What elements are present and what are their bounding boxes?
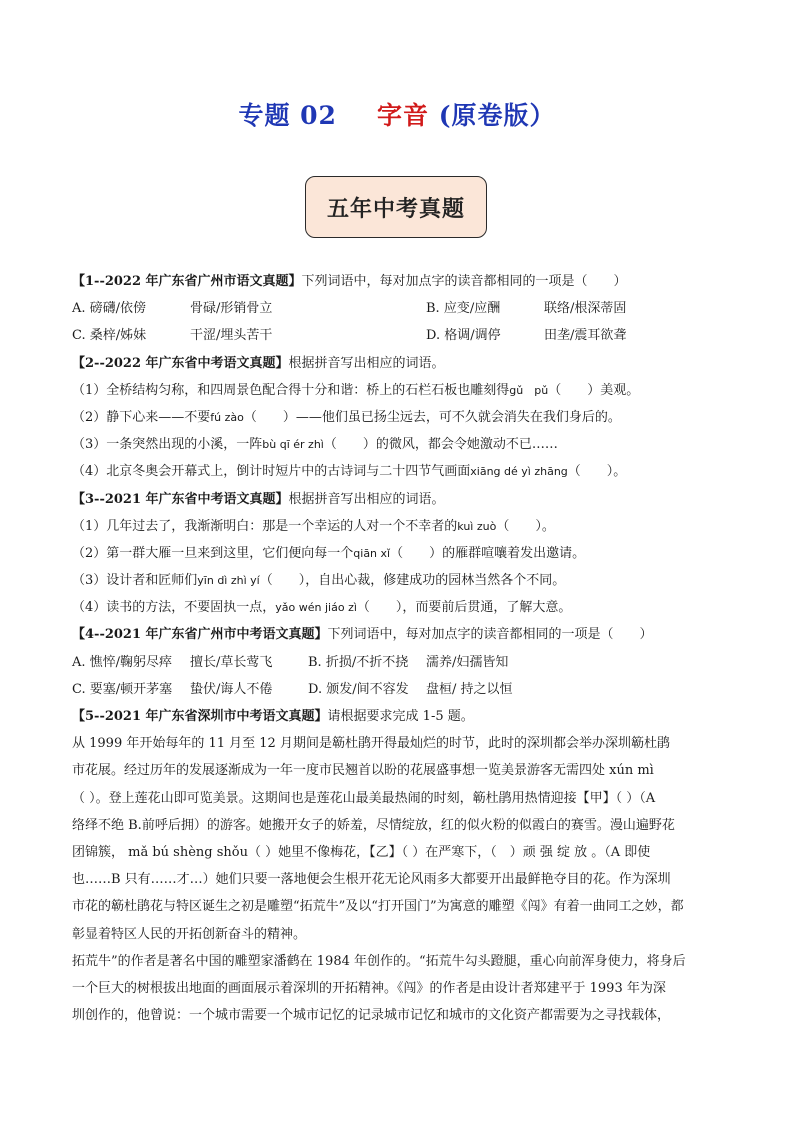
question-2-item-2: [72, 404, 727, 431]
pinyin: bù qī ér zhì: [262, 438, 324, 452]
question-1-header: [72, 268, 727, 295]
page-title: [0, 96, 794, 132]
question-5-stem: 请根据要求完成 1-5 题。: [327, 709, 474, 724]
question-3-stem: 根据拼音写出相应的词语。: [288, 491, 445, 507]
item-blank: （ ）——他们虽已扬尘远去，可不久就会消失在我们身后的。: [243, 409, 621, 425]
pinyin: qiān xǐ: [353, 546, 391, 560]
title-topic-number: 专题 02: [238, 101, 337, 130]
item-text: （4）读书的方法，不要固执一点，: [72, 600, 276, 616]
question-5-passage-2: [72, 948, 727, 1030]
question-5-tag: 【5--2021 年广东省深圳市中考语文真题】: [72, 709, 328, 724]
item-text: （4）北京冬奥会开幕式上，倒计时短片中的古诗词与二十四节气画面: [72, 464, 471, 480]
item-text: （2）静下心来——不要: [72, 409, 211, 425]
question-5-passage-1: [72, 730, 727, 948]
passage-line: 圳创作的，他曾说：一个城市需要一个城市记忆的记录城市记忆和城市的文化资产都需要为之寻找载体，: [72, 1008, 671, 1024]
item-blank: （ ）。: [496, 518, 555, 534]
option-extra: 濡养/妇孺皆知: [426, 654, 509, 670]
passage-line: 也……B 只有……才…）她们只要一落地便会生根开花无论风雨多大都要开出最鲜艳夺目的花。作为深圳: [72, 872, 671, 888]
option: A. 憔悴/鞠躬尽瘁: [72, 654, 173, 670]
question-3-item-1: [72, 513, 727, 540]
question-2-item-4: [72, 458, 727, 485]
question-5-header: [72, 703, 727, 730]
option: A. 磅礴/依傍: [72, 301, 147, 317]
question-3-item-3: [72, 567, 727, 594]
option: B. 应变/应酬: [426, 301, 501, 317]
item-text: （3）设计者和匠师们: [72, 573, 198, 589]
question-3-tag: 【3--2021 年广东省中考语文真题】: [72, 491, 289, 507]
passage-line: 拓荒牛”的作者是著名中国的雕塑家潘鹤在 1984 年创作的。“拓荒牛勾头蹬腿，重心向前浑身使力，将身后: [72, 953, 686, 969]
passage-line: （ ）。登上莲花山即可览美景。这期间也是莲花山最美最热闹的时刻，簕杜鹃用热情迎接【甲】（ ）（A: [72, 790, 656, 806]
item-blank: （ ）。: [567, 464, 627, 480]
item-text: （2）第一群大雁一旦来到这里，它们便向每一个: [72, 545, 354, 561]
question-1-options-row-1: [72, 295, 727, 322]
option: C. 要塞/顿开茅塞: [72, 681, 173, 697]
question-4-stem: 下列词语中，每对加点字的读音都相同的一项是（ ）: [327, 627, 653, 643]
option-extra: 联络/根深蒂固: [544, 301, 627, 317]
item-blank: （ ）的雁群喧嚷着发出邀请。: [390, 545, 586, 561]
passage-line: 市花展。经过历年的发展逐渐成为一年一度市民翘首以盼的花展盛事想一览美景游客无需四处 xún mì: [72, 763, 654, 779]
passage-line: 市花的簕杜鹃花与特区诞生之初是雕塑“拓荒牛”及以“打开国门”为寓意的雕塑《闯》有着一曲同工之妙，都: [72, 899, 684, 915]
passage-line: 团锦簇， mǎ bú shèng shǒu（ ）她里不像梅花，【乙】（ ）在严寒下，（ ）顽 强 绽 放 。（A 即使: [72, 844, 651, 860]
option-extra: 干涩/埋头苦干: [190, 328, 273, 344]
item-blank: （ ）美观。: [548, 382, 640, 398]
passage-line: 彰显着特区人民的开拓创新奋斗的精神。: [72, 926, 307, 942]
question-1-options-row-2: [72, 322, 727, 349]
pinyin: fú zào: [210, 410, 244, 424]
option-extra: 盘桓/ 持之以恒: [426, 681, 513, 697]
option: D. 颁发/间不容发: [308, 681, 409, 697]
question-3-item-2: [72, 540, 727, 567]
pinyin: gǔ pǔ: [509, 383, 549, 397]
question-content: [72, 268, 727, 1029]
pinyin: kuì zuò: [457, 519, 497, 533]
question-3-header: [72, 486, 727, 513]
question-4-header: [72, 621, 727, 648]
pinyin: xiāng dé yì zhāng: [470, 465, 568, 479]
question-4-tag: 【4--2021 年广东省广州市中考语文真题】: [72, 627, 328, 643]
section-label-box: [305, 176, 487, 238]
title-topic-name: 字音: [376, 101, 429, 130]
item-text: （3）一条突然出现的小溪，一阵: [72, 437, 263, 453]
title-edition: (原卷版）: [438, 101, 556, 130]
option: D. 格调/调停: [426, 328, 501, 344]
question-2-item-1: [72, 377, 727, 404]
passage-line: 络绎不绝 B.前呼后拥）的游客。她搬开女子的娇羞，尽情绽放，红的似火粉的似霞白的赛雪。漫山遍野花: [72, 817, 675, 833]
question-2-stem: 根据拼音写出相应的词语。: [288, 355, 445, 371]
item-text: （1）全桥结构匀称，和四周景色配合得十分和谐：桥上的石栏石板也雕刻得: [72, 382, 510, 398]
item-text: （1）几年过去了，我渐渐明白：那是一个幸运的人对一个不幸者的: [72, 518, 458, 534]
item-blank: （ ），自出心裁，修建成功的园林当然各个不同。: [259, 573, 566, 589]
question-4-options-row-1: [72, 649, 727, 676]
question-1-tag: 【1--2022 年广东省广州市语文真题】: [72, 274, 302, 289]
pinyin: yǎo wén jiáo zì: [275, 601, 357, 615]
item-blank: （ ）的微风，都会令她激动不已……: [323, 437, 558, 453]
option-extra: 擅长/草长莺飞: [190, 654, 273, 670]
question-1-stem: 下列词语中，每对加点字的读音都相同的一项是（ ）: [301, 274, 627, 289]
item-blank: （ ），而要前后贯通，了解大意。: [356, 600, 572, 616]
question-2-tag: 【2--2022 年广东省中考语文真题】: [72, 355, 289, 371]
option-extra: 田垄/震耳欲聋: [544, 328, 627, 344]
passage-line: 一个巨大的树根拔出地面的画面展示着深圳的开拓精神。《闯》的作者是由设计者郑建平于 1993 年为深: [72, 980, 666, 996]
question-2-item-3: [72, 431, 727, 458]
section-label: 五年中考真题: [326, 195, 465, 222]
pinyin: yīn dì zhì yí: [197, 574, 260, 588]
passage-line: 从 1999 年开始每年的 11 月至 12 月期间是簕杜鹃开得最灿烂的时节，此时的深圳都会举办深圳簕杜鹃: [72, 736, 670, 752]
option: B. 折损/不折不挠: [308, 654, 409, 670]
question-4-options-row-2: [72, 676, 727, 703]
question-2-header: [72, 350, 727, 377]
option-extra: 蛰伏/诲人不倦: [190, 681, 273, 697]
question-3-item-4: [72, 594, 727, 621]
option-extra: 骨碌/形销骨立: [190, 301, 273, 317]
option: C. 桑梓/姊妹: [72, 328, 147, 344]
